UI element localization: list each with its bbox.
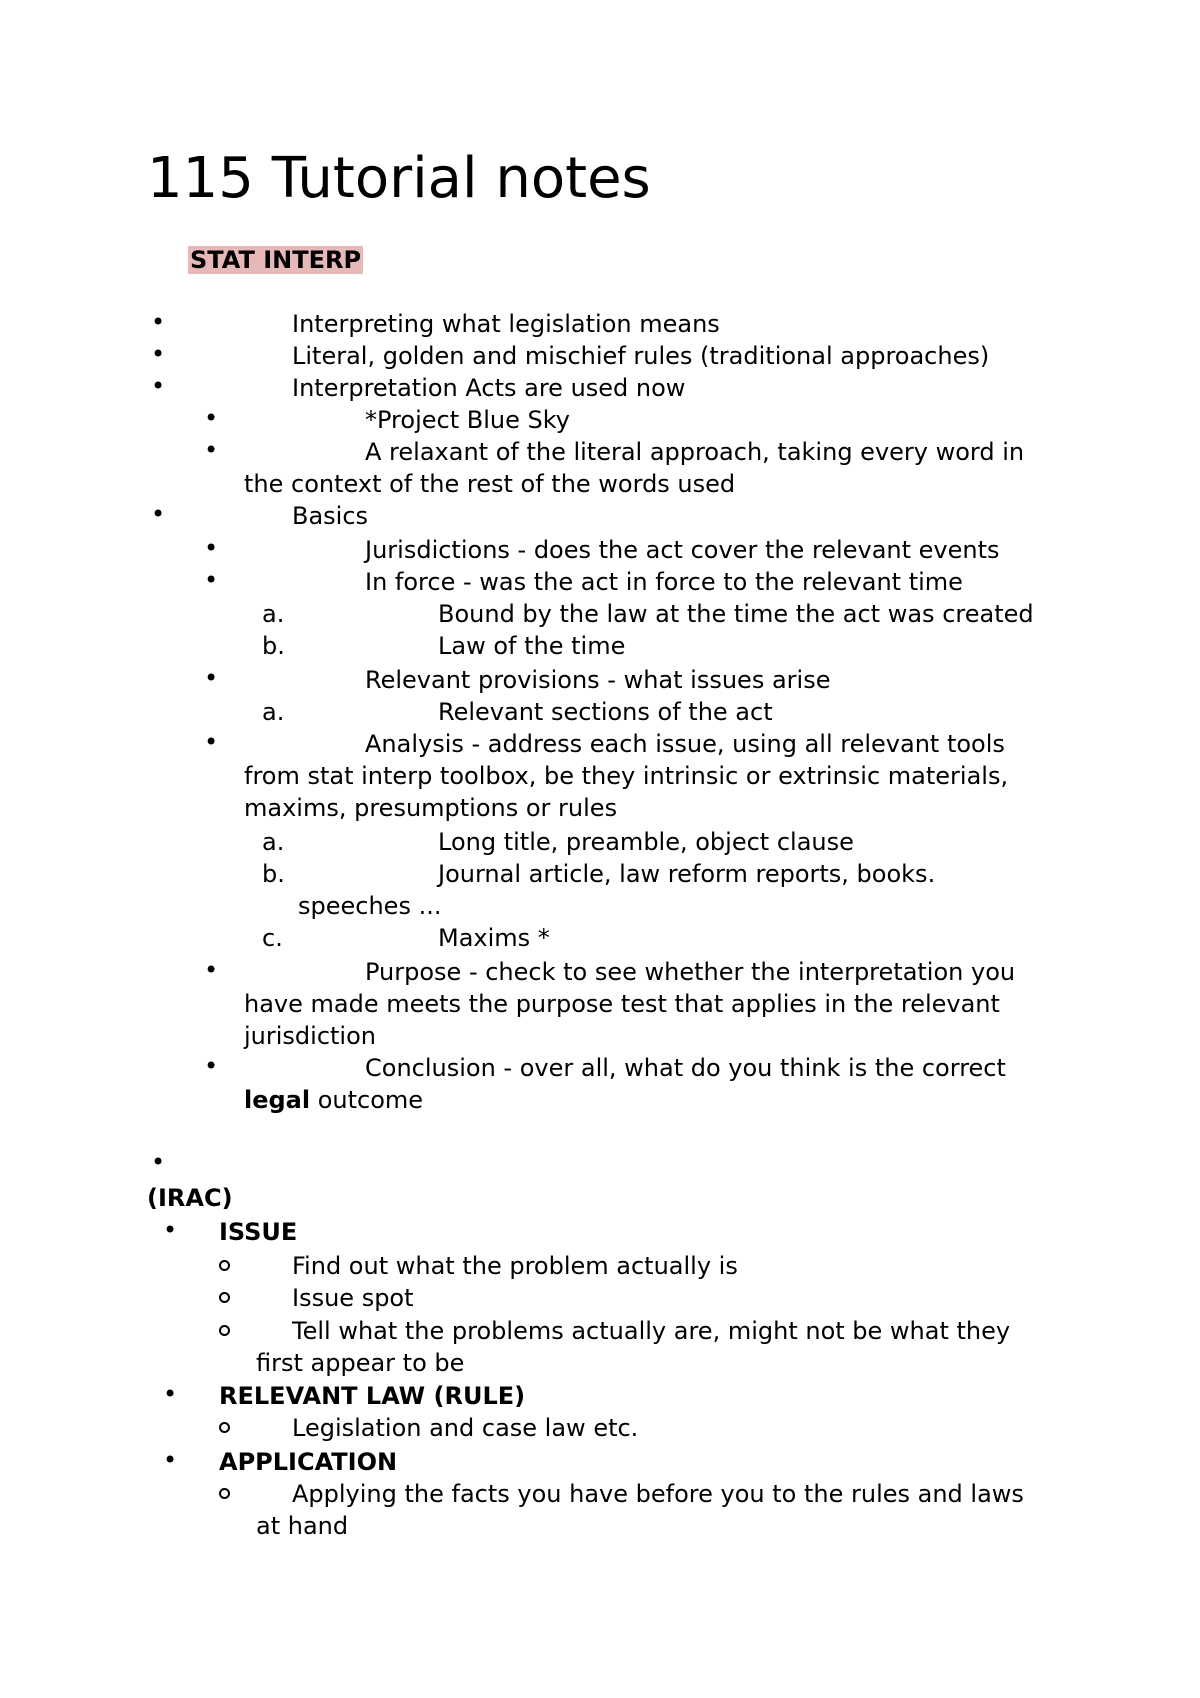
list-item-continuation: speeches ... [298,892,442,920]
list-item: Long title, preamble, object clause [438,828,854,856]
list-marker: b. [262,632,285,660]
list-item: Legislation and case law etc. [292,1414,639,1442]
list-item-continuation: first appear to be [256,1349,465,1377]
bold-text: legal [244,1086,311,1114]
list-marker: a. [262,698,285,726]
list-item-continuation: at hand [256,1512,349,1540]
list-marker: c. [262,924,283,952]
list-marker: b. [262,860,285,888]
circle-bullet-icon [219,1422,230,1433]
list-item: Interpretation Acts are used now [292,374,686,402]
bullet-icon: • [151,340,166,368]
bullet-icon: • [204,566,219,594]
list-item: Maxims * [438,924,550,952]
list-item-basics: Basics [292,502,369,530]
list-item: Tell what the problems actually are, might not be what they [292,1317,1011,1345]
bullet-icon: • [204,1052,219,1080]
list-item: Jurisdictions - does the act cover the relevant events [365,536,1000,564]
circle-bullet-icon [219,1325,230,1336]
circle-bullet-icon [219,1488,230,1499]
list-item: Journal article, law reform reports, books. [438,860,936,888]
bullet-icon: • [204,956,219,984]
bullet-icon: • [163,1380,178,1408]
bullet-icon: • [163,1216,178,1244]
list-item-continuation: have made meets the purpose test that applies in the relevant [244,990,1000,1018]
list-item: Applying the facts you have before you to the rules and laws [292,1480,1024,1508]
irac-label-rule: RELEVANT LAW (RULE) [219,1382,526,1410]
list-item-continuation [244,1084,423,1116]
section-heading-irac: (IRAC) [147,1184,233,1212]
list-item: Relevant provisions - what issues arise [365,666,831,694]
list-item-continuation: the context of the rest of the words used [244,470,736,498]
list-item: In force - was the act in force to the relevant time [365,568,963,596]
text-fragment: outcome [310,1086,424,1114]
irac-label-application: APPLICATION [219,1448,398,1476]
list-marker: a. [262,828,285,856]
bullet-icon: • [163,1446,178,1474]
bullet-icon: • [151,308,166,336]
list-item: Find out what the problem actually is [292,1252,738,1280]
bullet-icon: • [204,664,219,692]
bullet-icon: • [204,436,219,464]
list-item-continuation: maxims, presumptions or rules [244,794,618,822]
page-title: 115 Tutorial notes [147,146,651,211]
highlighted-heading: STAT INTERP [190,246,362,274]
list-item: Issue spot [292,1284,414,1312]
list-item: Relevant sections of the act [438,698,773,726]
list-item: Law of the time [438,632,626,660]
section-heading-stat-interp [188,244,363,276]
bullet-icon: • [151,372,166,400]
list-item: *Project Blue Sky [365,406,570,434]
list-item: Purpose - check to see whether the interpretation you [365,958,1016,986]
irac-label-issue: ISSUE [219,1218,298,1246]
list-item-continuation: jurisdiction [244,1022,376,1050]
list-item: Interpreting what legislation means [292,310,720,338]
circle-bullet-icon [219,1292,230,1303]
list-item: Analysis - address each issue, using all relevant tools [365,730,1005,758]
bullet-icon: • [204,728,219,756]
bullet-icon: • [204,534,219,562]
bullet-icon: • [151,1148,166,1176]
list-item: Conclusion - over all, what do you think is the correct [365,1054,1006,1082]
list-item: Bound by the law at the time the act was created [438,600,1034,628]
bullet-icon: • [151,500,166,528]
list-item: A relaxant of the literal approach, taking every word in [365,438,1025,466]
list-item: Literal, golden and mischief rules (traditional approaches) [292,342,990,370]
list-marker: a. [262,600,285,628]
bullet-icon: • [204,404,219,432]
circle-bullet-icon [219,1260,230,1271]
list-item-continuation: from stat interp toolbox, be they intrinsic or extrinsic materials, [244,762,1009,790]
